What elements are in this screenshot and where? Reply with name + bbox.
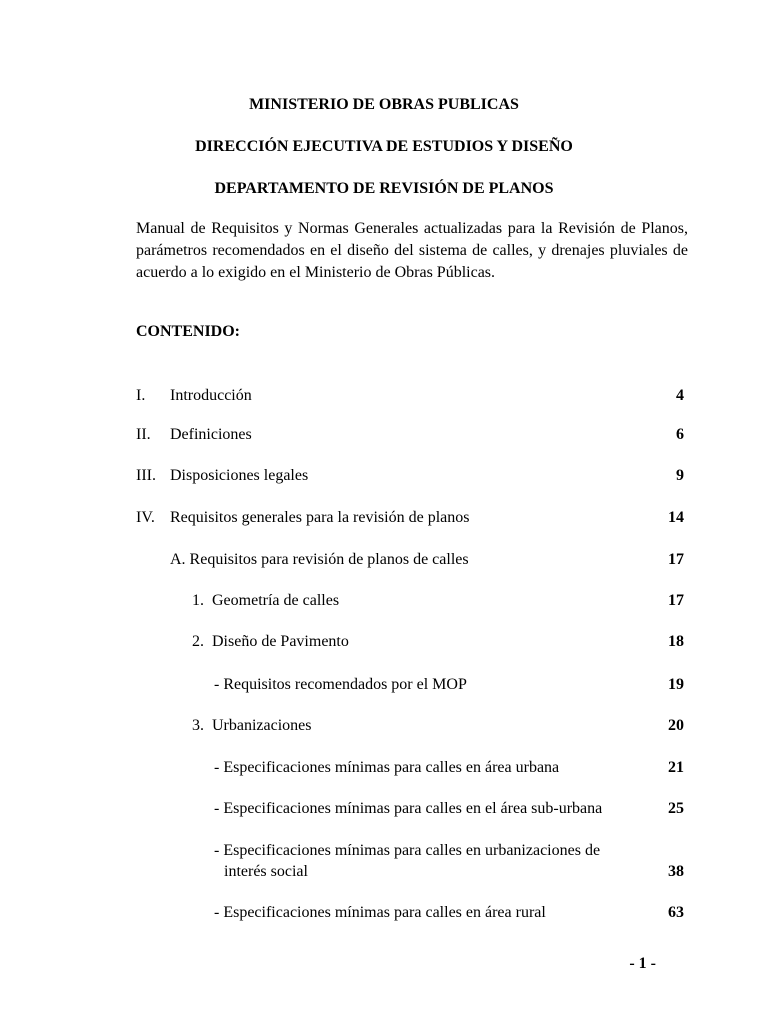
contents-title: CONTENIDO: — [136, 323, 241, 340]
toc-text: 1. Geometría de calles — [192, 592, 340, 609]
toc-numeral: II. — [136, 426, 151, 443]
toc-text: - Especificaciones mínimas para calles en el área sub-urbana — [214, 800, 603, 817]
toc-text: - Requisitos recomendados por el MOP — [214, 676, 467, 693]
toc-page-number: 19 — [668, 676, 684, 693]
toc-numeral: I. — [136, 387, 146, 404]
toc-text: - Especificaciones mínimas para calles en área rural — [214, 904, 546, 921]
toc-page-number: 25 — [668, 800, 684, 817]
toc-page-number: 9 — [676, 467, 684, 484]
ministry-heading: MINISTERIO DE OBRAS PUBLICAS — [249, 96, 519, 113]
toc-numeral: IV. — [136, 509, 155, 526]
toc-page-number: 17 — [668, 551, 684, 568]
toc-page-number: 6 — [676, 426, 684, 443]
toc-page-number: 4 — [676, 387, 684, 404]
toc-page-number: 63 — [668, 904, 684, 921]
toc-text: - Especificaciones mínimas para calles en urbanizaciones de — [214, 842, 601, 859]
toc-text: Requisitos generales para la revisión de planos — [170, 509, 470, 526]
page-number-footer: - 1 - — [629, 955, 656, 972]
intro-paragraph: Manual de Requisitos y Normas Generales actualizadas para la Revisión de Planos, parámetros recomendados en el diseño del sistema de calles, y drenajes pluviales de acuerdo a lo exigido en el Ministerio de Obras Públicas. — [136, 220, 688, 281]
toc-text: Disposiciones legales — [170, 467, 309, 484]
toc-text: 2. Diseño de Pavimento — [192, 633, 349, 650]
direction-heading: DIRECCIÓN EJECUTIVA DE ESTUDIOS Y DISEÑO — [195, 138, 573, 155]
toc-page-number: 17 — [668, 592, 684, 609]
toc-text: Definiciones — [170, 426, 252, 443]
toc-page-number: 20 — [668, 717, 684, 734]
toc-text-continuation: interés social — [224, 863, 308, 880]
toc-page-number: 38 — [668, 863, 684, 880]
toc-text: 3. Urbanizaciones — [192, 717, 312, 734]
toc-page-number: 21 — [668, 759, 684, 776]
toc-numeral: III. — [136, 467, 156, 484]
toc-page-number: 14 — [668, 509, 684, 526]
toc-page-number: 18 — [668, 633, 684, 650]
toc-text: A. Requisitos para revisión de planos de calles — [170, 551, 469, 568]
toc-text: - Especificaciones mínimas para calles en área urbana — [214, 759, 560, 776]
toc-text: Introducción — [170, 387, 252, 404]
department-heading: DEPARTAMENTO DE REVISIÓN DE PLANOS — [214, 180, 554, 197]
